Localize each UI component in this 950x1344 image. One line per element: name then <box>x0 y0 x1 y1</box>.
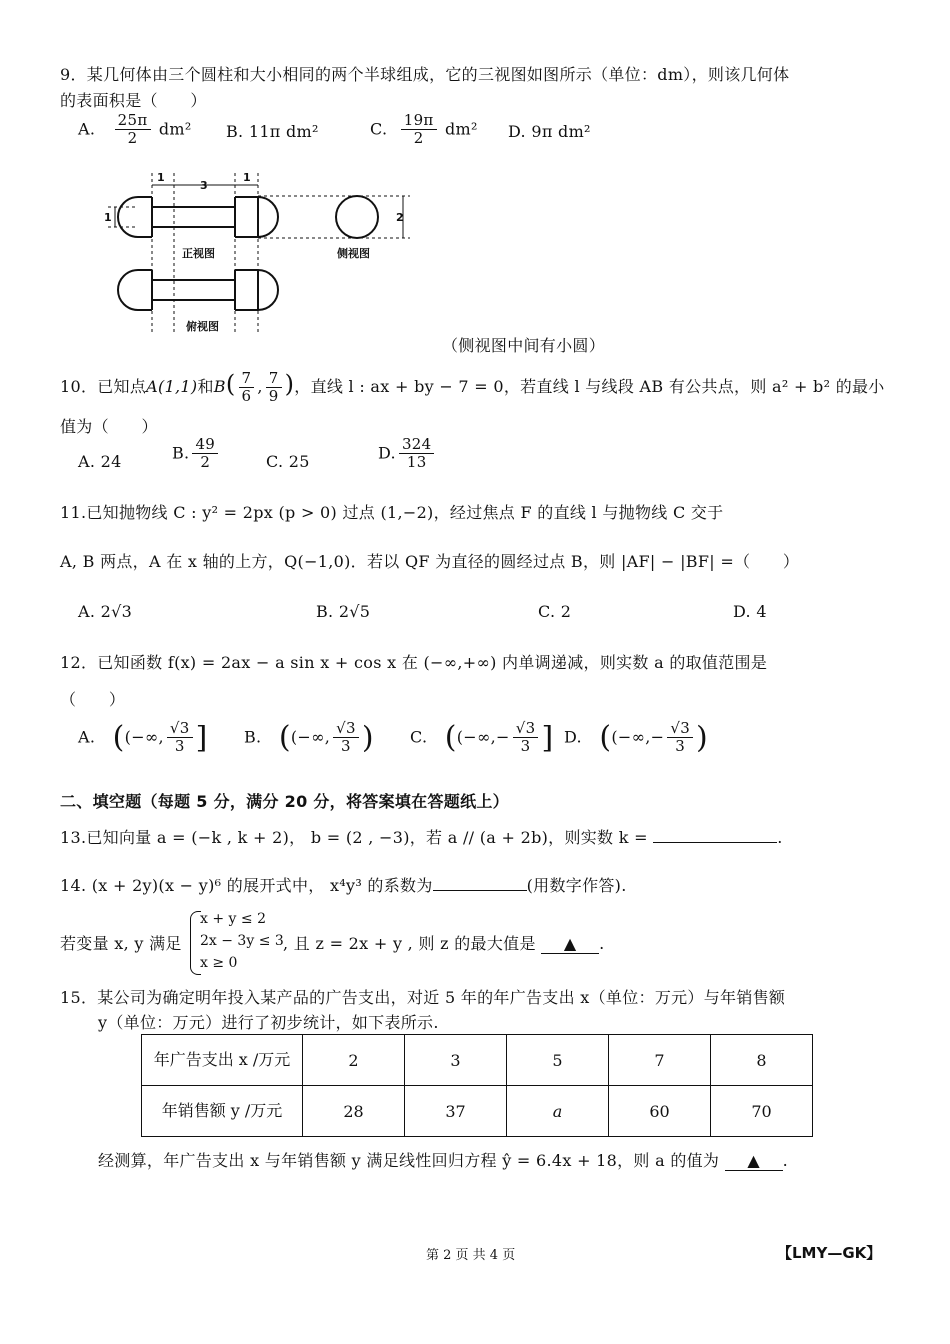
data-table <box>141 1034 813 1137</box>
q10-option-d: D. $\frac{324}{13}$ <box>378 436 437 472</box>
q12-line2: （ ） <box>60 690 126 709</box>
exam-code: 【LMY—GK】 <box>777 1244 882 1262</box>
table-cell: 7 <box>609 1035 711 1086</box>
dim-left: 1 <box>104 211 112 224</box>
q12-line1: 12．已知函数 f(x) = 2ax − a sin x + cos x 在 (−∞,+∞) 内单调递减，则实数 a 的取值范围是 <box>60 653 768 672</box>
front-view-label: 正视图 <box>182 247 215 260</box>
dim-3: 3 <box>200 179 208 192</box>
q10-option-c: C. 25 <box>266 452 310 471</box>
section-heading: 二、填空题（每题 5 分，满分 20 分，将答案填在答题纸上） <box>60 792 509 811</box>
q10-option-b: B. $\frac{49}{2}$ <box>172 436 221 472</box>
q15-line1: 15．某公司为确定明年投入某产品的广告支出，对近 5 年的年广告支出 x（单位：万元）与年销售额 <box>60 988 786 1007</box>
q11-option-a: A. 2√3 <box>78 602 133 621</box>
q15-line3: 经测算，年广告支出 x 与年销售额 y 满足线性回归方程 ŷ = 6.4x + 18，则 a 的值为 ▲ . <box>98 1151 789 1170</box>
dim-1b: 1 <box>243 171 251 184</box>
q9-line1: 9．某几何体由三个圆柱和大小相同的两个半球组成，它的三视图如图所示（单位：dm），则该几何体 <box>60 65 790 84</box>
table-cell: 28 <box>303 1086 405 1137</box>
row-header-x: 年广告支出 x /万元 <box>142 1035 303 1086</box>
q15-line2: y（单位：万元）进行了初步统计，如下表所示. <box>98 1013 439 1032</box>
table-cell: a <box>507 1086 609 1137</box>
table-cell: 8 <box>711 1035 813 1086</box>
table-cell: 70 <box>711 1086 813 1137</box>
q11-option-d: D. 4 <box>733 602 767 621</box>
table-cell: 5 <box>507 1035 609 1086</box>
q9-option-d: D. 9π dm² <box>508 122 591 141</box>
q12-option-a: A. ((−∞, $\frac{√3}{3}$ ] <box>78 719 208 756</box>
q10-line2: 值为（ ） <box>60 417 158 436</box>
q11-line2: A, B 两点，A 在 x 轴的上方，Q(−1,0)．若以 QF 为直径的圆经过点 B，则 |AF| − |BF| =（ ） <box>60 552 800 571</box>
dim-1a: 1 <box>157 171 165 184</box>
table-row <box>142 1035 813 1086</box>
q13: 13.已知向量 a = (−k , k + 2)， b = (2 , −3)，若 a // (a + 2b)，则实数 k = . <box>60 828 783 847</box>
table-cell: 60 <box>609 1086 711 1137</box>
q12-option-c: C. ((−∞,− $\frac{√3}{3}$ ] <box>410 719 554 756</box>
constraints <box>200 908 284 974</box>
figure-caption: （侧视图中间有小圆） <box>442 336 606 355</box>
q9-line2: 的表面积是（ ） <box>60 91 207 110</box>
three-view-figure <box>100 165 430 340</box>
constraint-1: x + y ≤ 2 <box>200 911 266 927</box>
row-header-y: 年销售额 y /万元 <box>142 1086 303 1137</box>
dim-right: 2 <box>396 211 404 224</box>
lp-question-post: , 且 z = 2x + y , 则 z 的最大值是 ▲ . <box>283 934 605 953</box>
answer-blank-triangle: ▲ <box>541 934 599 954</box>
constraint-3: x ≥ 0 <box>200 955 238 971</box>
q11-option-c: C. 2 <box>538 602 572 621</box>
q11-option-b: B. 2√5 <box>316 602 371 621</box>
lp-question-pre: 若变量 x, y 满足 <box>60 934 182 953</box>
q14: 14. (x + 2y)(x − y)⁶ 的展开式中， x⁴y³ 的系数为 (用数字作答). <box>60 876 627 895</box>
answer-blank-triangle-2: ▲ <box>725 1151 783 1171</box>
q9-option-a: A. $\frac{25\pi}{2}$ dm² <box>78 111 192 148</box>
q9-option-c: C. $\frac{19\pi}{2}$ dm² <box>370 111 478 148</box>
q12-option-d: D. ((−∞,− $\frac{√3}{3}$ ) <box>564 719 709 756</box>
table-row <box>142 1086 813 1137</box>
table-cell: 37 <box>405 1086 507 1137</box>
constraint-2: 2x − 3y ≤ 3 <box>200 933 284 949</box>
q10-option-a: A. 24 <box>78 452 122 471</box>
q9-option-b: B. 11π dm² <box>226 122 319 141</box>
q12-option-b: B. ((−∞, $\frac{√3}{3}$ ) <box>244 719 374 756</box>
side-view-label: 侧视图 <box>337 247 370 260</box>
table-cell: 2 <box>303 1035 405 1086</box>
q10-line1: 10．已知点A(1,1)和B( $\frac{7}{6}$ , $\frac{7}{9}$ )，直线 l : ax + by − 7 = 0，若直线 l 与线段 AB 有公共点，则 a² + b² 的最小 <box>60 368 885 405</box>
page-number: 第 2 页 共 4 页 <box>426 1248 516 1263</box>
table-cell: 3 <box>405 1035 507 1086</box>
top-view-label: 俯视图 <box>186 320 219 333</box>
q11-line1: 11.已知抛物线 C : y² = 2px (p > 0) 过点 (1,−2)，经过焦点 F 的直线 l 与抛物线 C 交于 <box>60 503 724 522</box>
